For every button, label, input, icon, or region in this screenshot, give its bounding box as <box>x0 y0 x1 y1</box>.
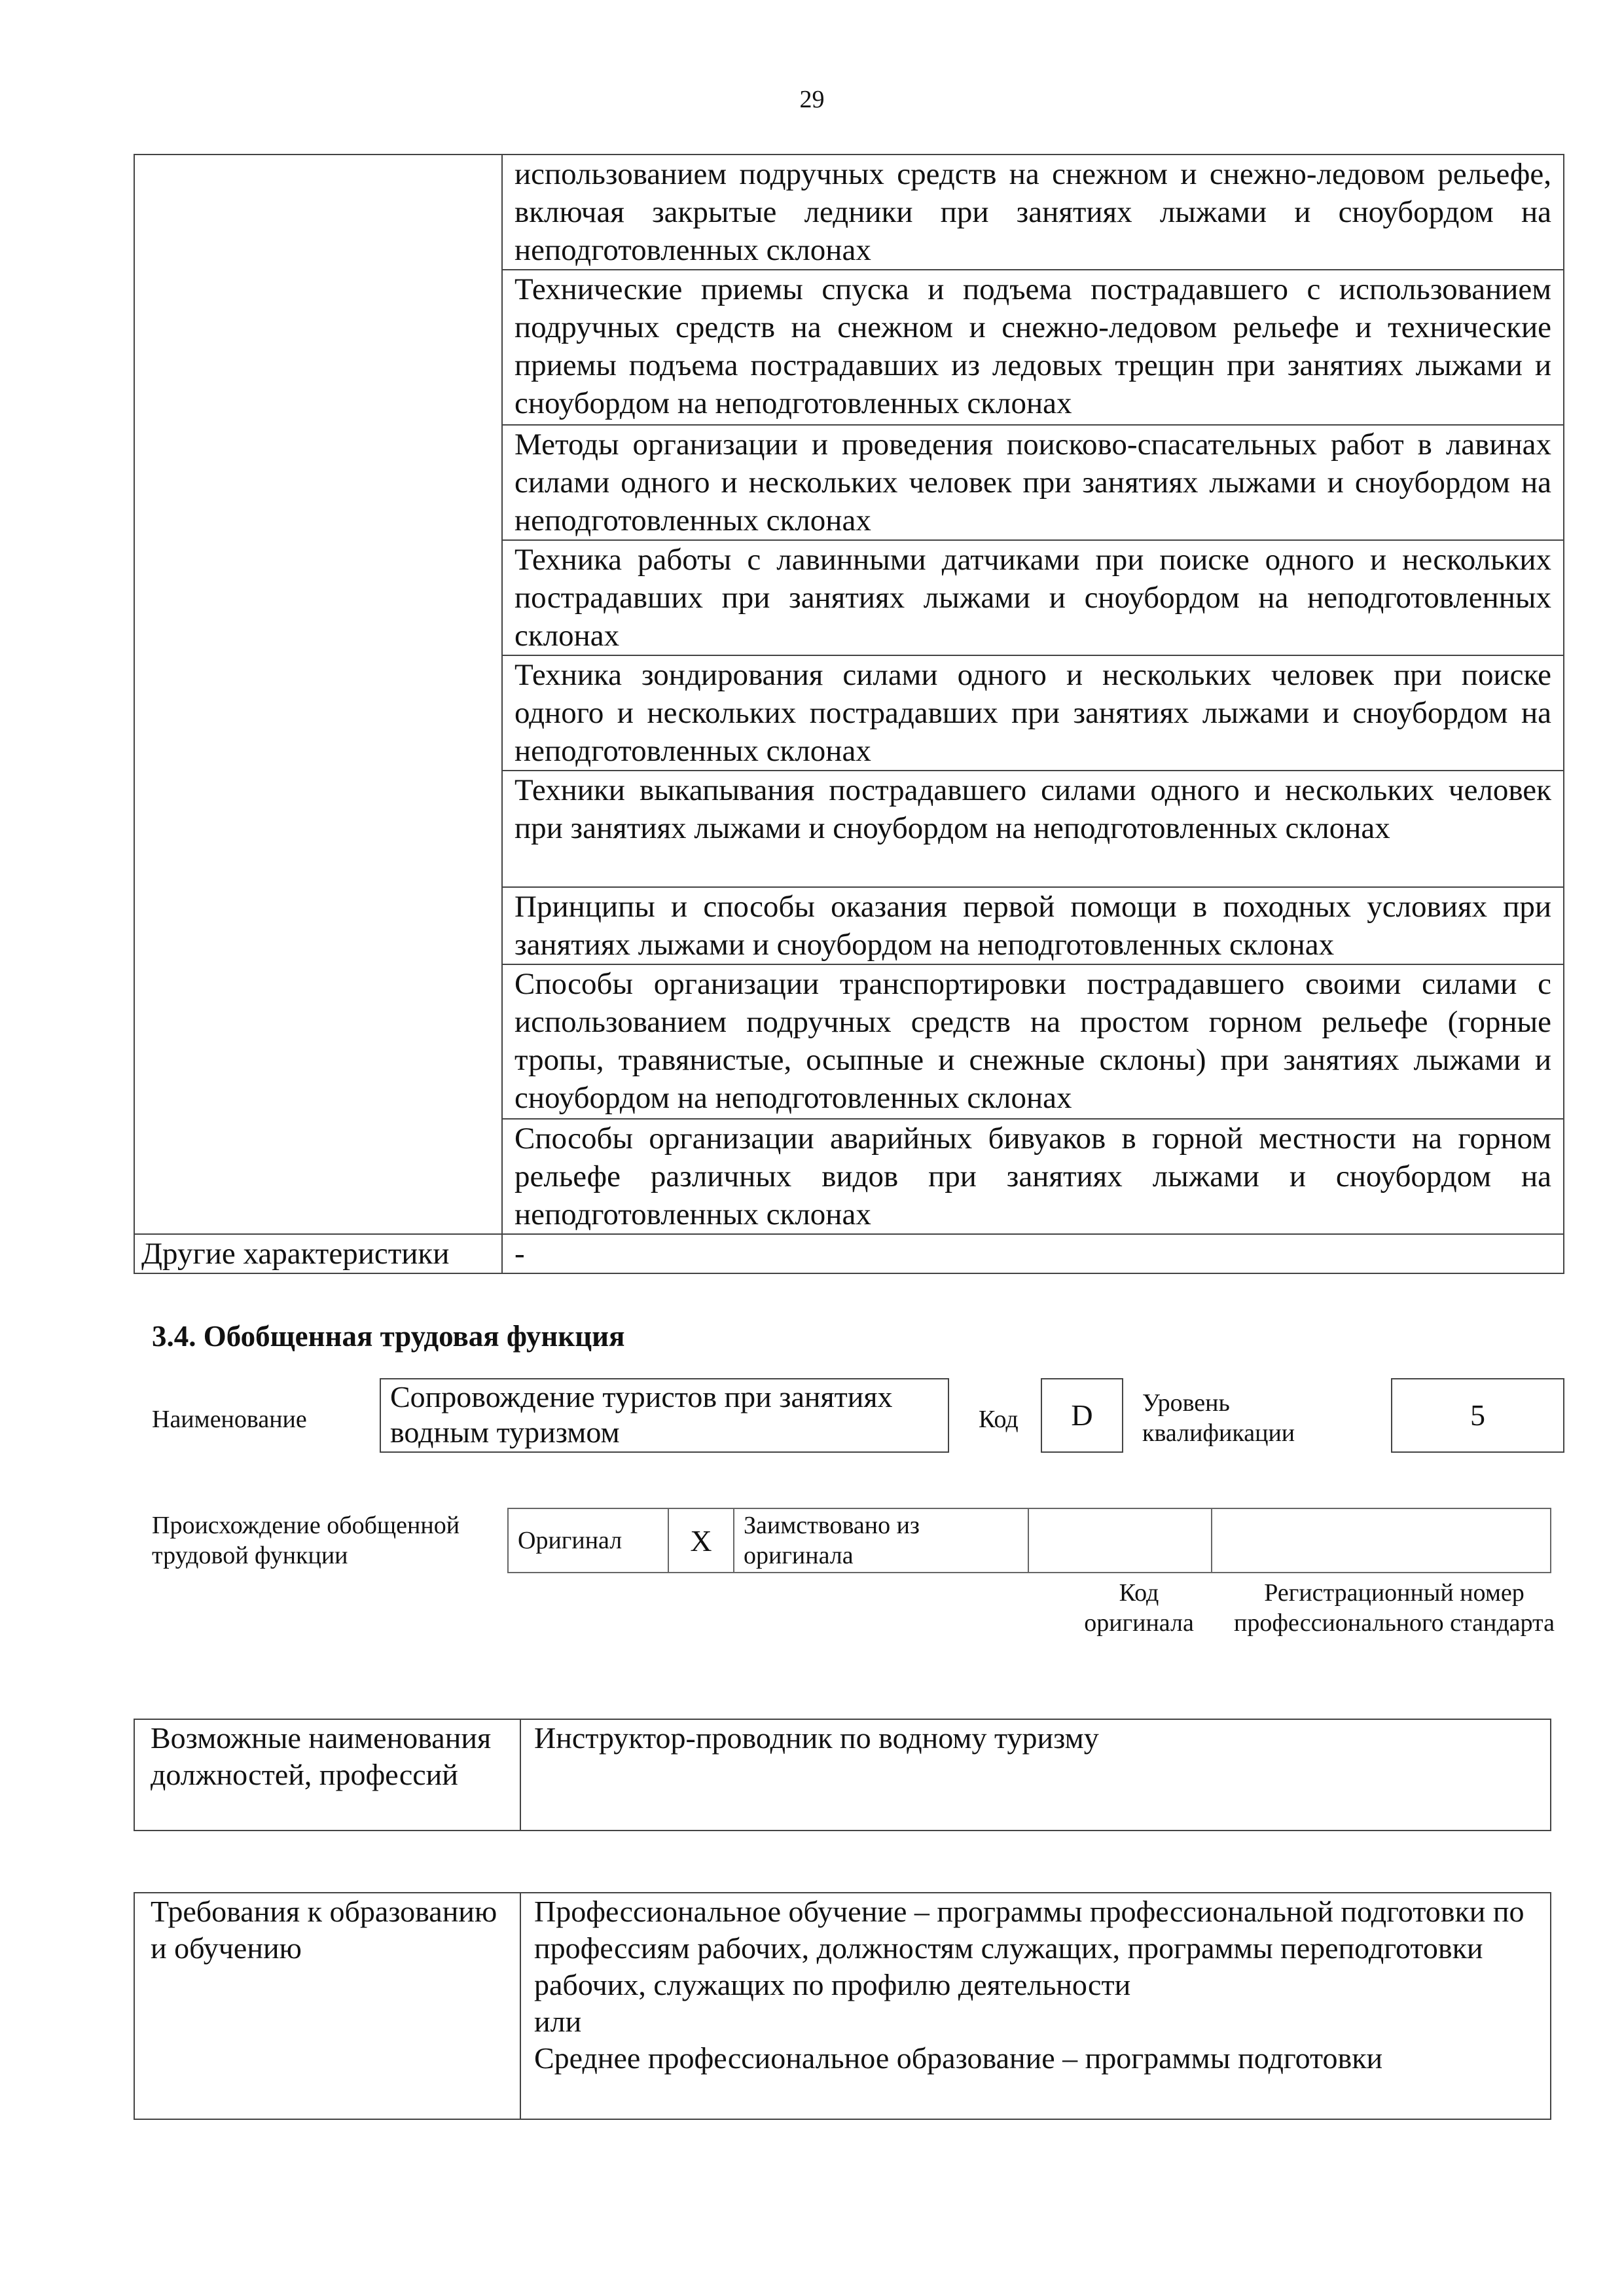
code-label: Код <box>979 1406 1019 1433</box>
origin-label: Происхождение обобщенной трудовой функции <box>152 1512 460 1569</box>
table-row <box>508 1508 1551 1573</box>
positions-label: Возможные наименования должностей, профессий <box>134 1719 520 1831</box>
table-row <box>134 1893 1551 2119</box>
empty-label-cell <box>134 155 502 1234</box>
table-row <box>134 1234 1564 1273</box>
name-label: Наименование <box>152 1406 307 1433</box>
code-caption: Код оригинала <box>1084 1579 1194 1637</box>
original-code-cell <box>1028 1508 1212 1573</box>
table-row <box>134 155 1564 270</box>
knowledge-item: Способы организации транспортировки пострадавшего своими силами с использованием подручных средств на простом горном рельефе (горные тропы, травянистые, осыпные и снежные склоны) при занятиях лыжами и сноубордом на неподготовленных склонах <box>502 964 1564 1119</box>
table-row <box>134 1719 1551 1831</box>
borrowed-label: Заимствовано из оригинала <box>734 1508 1028 1573</box>
other-characteristics-label: Другие характеристики <box>134 1234 502 1273</box>
positions-value: Инструктор-проводник по водному туризму <box>520 1719 1551 1831</box>
other-characteristics-value: - <box>502 1234 1564 1273</box>
knowledge-item: Техники выкапывания пострадавшего силами одного и нескольких человек при занятиях лыжами и сноубордом на неподготовленных склонах <box>502 771 1564 887</box>
education-table <box>134 1892 1551 2120</box>
registration-caption: Регистрационный номер профессионального стандарта <box>1234 1579 1555 1637</box>
name-value: Сопровождение туристов при занятиях водным туризмом <box>380 1378 949 1453</box>
level-label: Уровень квалификации <box>1142 1389 1295 1447</box>
code-value: D <box>1041 1378 1123 1453</box>
origin-table <box>507 1508 1551 1573</box>
education-value: Профессиональное обучение – программы профессиональной подготовки по профессиям рабочих, должностям служащих, программы переподготовки рабочих, служащих по профилю деятельности или Среднее профессиональное образование – программы подготовки <box>520 1893 1551 2119</box>
knowledge-item: Принципы и способы оказания первой помощи в походных условиях при занятиях лыжами и сноубордом на неподготовленных склонах <box>502 887 1564 964</box>
section-heading: 3.4. Обобщенная трудовая функция <box>152 1320 625 1353</box>
education-label: Требования к образованию и обучению <box>134 1893 520 2119</box>
knowledge-item: Техника работы с лавинными датчиками при поиске одного и нескольких пострадавших при занятиях лыжами и сноубордом на неподготовленных склонах <box>502 540 1564 655</box>
level-value: 5 <box>1391 1378 1564 1453</box>
original-mark: X <box>668 1508 734 1573</box>
positions-table <box>134 1719 1551 1831</box>
knowledge-item: Методы организации и проведения поисково-спасательных работ в лавинах силами одного и нескольких человек при занятиях лыжами и сноубордом на неподготовленных склонах <box>502 425 1564 540</box>
knowledge-item: использованием подручных средств на снежном и снежно-ледовом рельефе, включая закрытые ледники при занятиях лыжами и сноубордом на неподготовленных склонах <box>502 155 1564 270</box>
page-number: 29 <box>799 86 825 113</box>
knowledge-item: Способы организации аварийных бивуаков в горной местности на горном рельефе различных видов при занятиях лыжами и сноубордом на неподготовленных склонах <box>502 1119 1564 1234</box>
knowledge-item: Технические приемы спуска и подъема пострадавшего с использованием подручных средств на снежном и снежно-ледовом рельефе и технические приемы подъема пострадавших из ледовых трещин при занятиях лыжами и сноубордом на неподготовленных склонах <box>502 270 1564 425</box>
knowledge-item: Техника зондирования силами одного и нескольких человек при поиске одного и нескольких пострадавших при занятиях лыжами и сноубордом на неподготовленных склонах <box>502 655 1564 771</box>
knowledge-table <box>134 154 1564 1274</box>
registration-number-cell <box>1212 1508 1551 1573</box>
original-label: Оригинал <box>508 1508 668 1573</box>
